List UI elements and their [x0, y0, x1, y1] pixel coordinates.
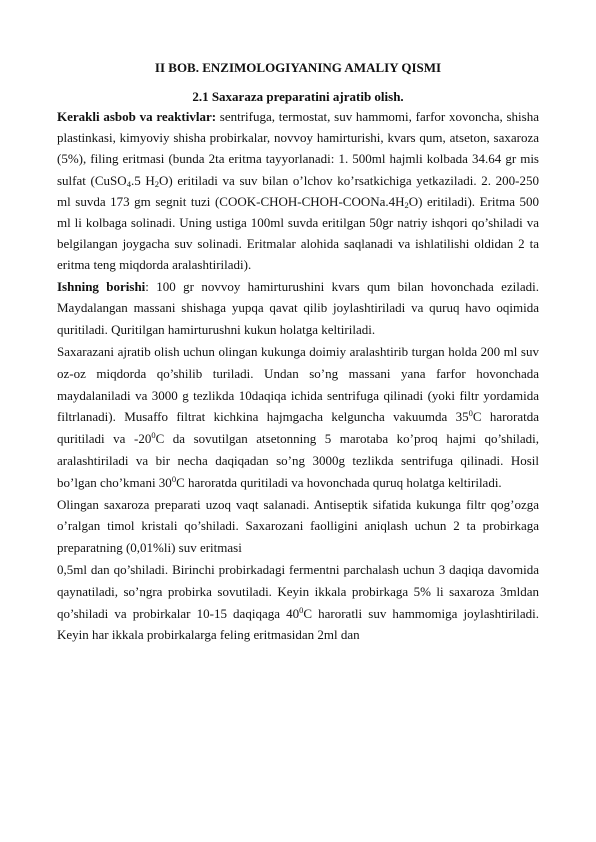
- p1-sub-3: 2: [404, 199, 409, 210]
- paragraph-procedure: [57, 276, 539, 341]
- p5-text-2: C haroratli suv hammomiga joylashtiriladi. Keyin har ikkala probirkalarga feling eritmasidan 2ml dan: [57, 605, 539, 643]
- p3-text-2: C haroratda quritiladi va -20: [57, 409, 539, 447]
- p5-sup-1: 0: [299, 604, 304, 615]
- p5-text-1: 0,5ml dan qo’shiladi. Birinchi probirkadagi fermentni parchalash uchun 3 daqiqa davomida qaynatiladi, so’ngra probirka sovutiladi. Keyin ikkala probirkaga 5% li saxaroza 3mldan qo’shiladi va probirkalar 10-15 daqiqaga 40: [57, 561, 539, 621]
- paragraph-storage: Olingan saxaroza preparati uzoq vaqt salanadi. Antiseptik sifatida kukunga filtr qog’ozga o’ralgan timol kristali qo’shiladi. Saxarozani faolligini aniqlash uchun 2 ta probirkaga preparatning (0,01%li) suv eritmasi: [57, 496, 539, 556]
- p3-text-1: Saxarazani ajratib olish uchun olingan kukunga doimiy aralashtirib turgan holda 200 ml suv oz-oz miqdorda qo’shilib turiladi. Undan so’ng massani yana farfor hovonchada maydalaniladi va 3000 g tezlikda 10daqiqa ichida sentrifuga qilinadi (yoki filtr yordamida filtrlanadi). Musaffo filtrat kichkina hajmgacha kelguncha vakuumda 35: [57, 344, 539, 425]
- section-title: 2.1 Saxaraza preparatini ajratib olish.: [192, 89, 404, 104]
- p1-text-3: O) eritiladi va suv bilan o’lchov ko’rsatkichiga yetkaziladi. 2. 200-250 ml suvda 173 gm segnit tuzi (COOK-CHOH-CHOH-COONa.4H: [57, 172, 540, 209]
- p3-sup-3: 0: [171, 473, 177, 484]
- p1-text-2: .5 H: [130, 172, 155, 188]
- document-page: [57, 60, 539, 646]
- p1-text-4: O) eritiladi). Eritma 500 ml li kolbaga solinadi. Uning ustiga 100ml suvda eritilgan 50gr natriy ishqori qo’shiladi va belgilangan joygacha suv solinadi. Eritmalar alohida saqlanadi va ishlatilishi oldidan 2 ta eritma teng miqdorda aralashtiriladi).: [57, 193, 540, 273]
- p1-text-1: sentrifuga, termostat, suv hammomi, farfor xovoncha, shisha plastinkasi, kimyoviy shisha probirkalar, novvoy hamirturishi, kvars qum, atseton, saxaroza (5%), filing eritmasi (bunda 2ta eritma tayyorlanadi: 1. 500ml hajmli kolbada 34.64 gr mis sulfat (CuSO: [57, 109, 540, 188]
- procedure-label: Ishning borishi: [57, 278, 146, 294]
- chapter-title: II BOB. ENZIMOLOGIYANING AMALIY QISMI: [154, 60, 442, 75]
- p3-sup-1: 0: [468, 408, 473, 419]
- paragraph-equipment: [57, 106, 539, 276]
- p1-sub-2: 2: [154, 178, 160, 189]
- paragraph-extraction: [57, 341, 539, 494]
- p3-sup-2: 0: [151, 430, 156, 441]
- equipment-label: Kerakli asbob va reaktivlar:: [57, 109, 217, 124]
- p3-text-3: C da sovutilgan atsetonning 5 marotaba ko’proq hajmi qo’shiladi, aralashtiriladi va bir necha daqiqadan so’ng 3000g tezlikda sentrifuga qilinadi. Hosil bo’lgan cho’kmani 30: [57, 431, 539, 490]
- paragraph-activity: [57, 559, 539, 646]
- p2-text: : 100 gr novvoy hamirturushini kvars qum bilan hovonchada eziladi. Maydalangan massani shishaga yupqa qavat qilib joylashtiriladi va quruq havo oqimida quritiladi. Quritilgan hamirturushni kukun holatga keltiriladi.: [57, 278, 539, 338]
- p3-text-4: C haroratda quritiladi va hovonchada quruq holatga keltiriladi.: [176, 474, 502, 490]
- p1-sub-1: 4: [126, 178, 131, 189]
